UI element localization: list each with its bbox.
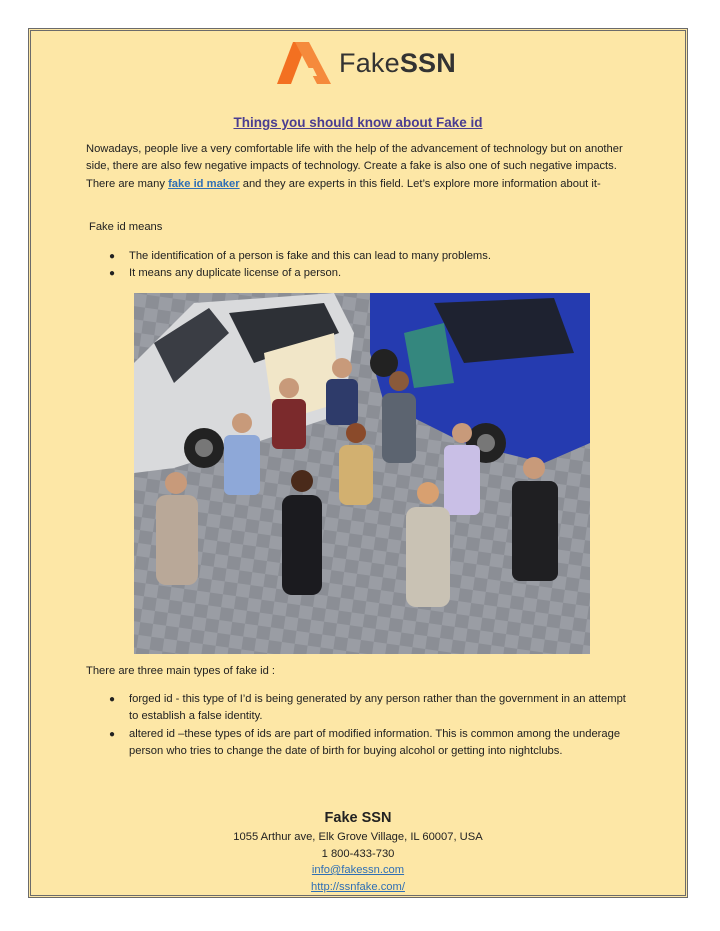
- logo-text: FakeSSN: [339, 47, 456, 78]
- bullet-icon: ●: [109, 694, 116, 705]
- page-title: Things you should know about Fake id: [233, 115, 483, 130]
- group-photo: [134, 293, 590, 654]
- intro-paragraph: Nowadays, people live a very comfortable life with the help of the advancement of technology but on another side, there are also few negative impacts of technology. Create a fake is also one of such negative impacts. There are many fake id maker and they are experts in this field. Let’s explore more information about it-: [86, 143, 623, 190]
- types-list: [107, 691, 627, 761]
- means-list: [107, 248, 647, 283]
- group-photo-icon: [134, 293, 590, 654]
- fake-id-maker-link[interactable]: fake id maker: [168, 177, 240, 190]
- list-item: ● altered id –these types of ids are part of modified information. This is common among the underage person who tries to change the date of birth for buying alcohol or getting into nightclubs.: [109, 727, 621, 758]
- footer-contact: [31, 807, 685, 895]
- address: 1055 Arthur ave, Elk Grove Village, IL 60007, USA: [233, 831, 483, 843]
- fakessn-logo-icon: [277, 42, 331, 84]
- bullet-icon: ●: [109, 268, 116, 280]
- document-page: [28, 28, 688, 898]
- list-item: ● It means any duplicate license of a person.: [107, 265, 647, 282]
- website-link[interactable]: http://ssnfake.com/: [311, 880, 405, 893]
- list-item: ● The identification of a person is fake and this can lead to many problems.: [107, 248, 647, 265]
- email-link[interactable]: info@fakessn.com: [311, 864, 405, 876]
- means-heading: Fake id means: [89, 221, 163, 233]
- phone-number: 1 800-433-730: [321, 847, 395, 860]
- types-heading: There are three main types of fake id :: [86, 665, 276, 677]
- bullet-icon: ●: [109, 728, 116, 740]
- bullet-icon: ●: [109, 251, 116, 262]
- company-name: Fake SSN: [324, 810, 392, 826]
- list-item: ● forged id - this type of I’d is being generated by any person rather than the government in an attempt to establish a false identity.: [109, 693, 626, 723]
- fakessn-logo: [277, 41, 457, 85]
